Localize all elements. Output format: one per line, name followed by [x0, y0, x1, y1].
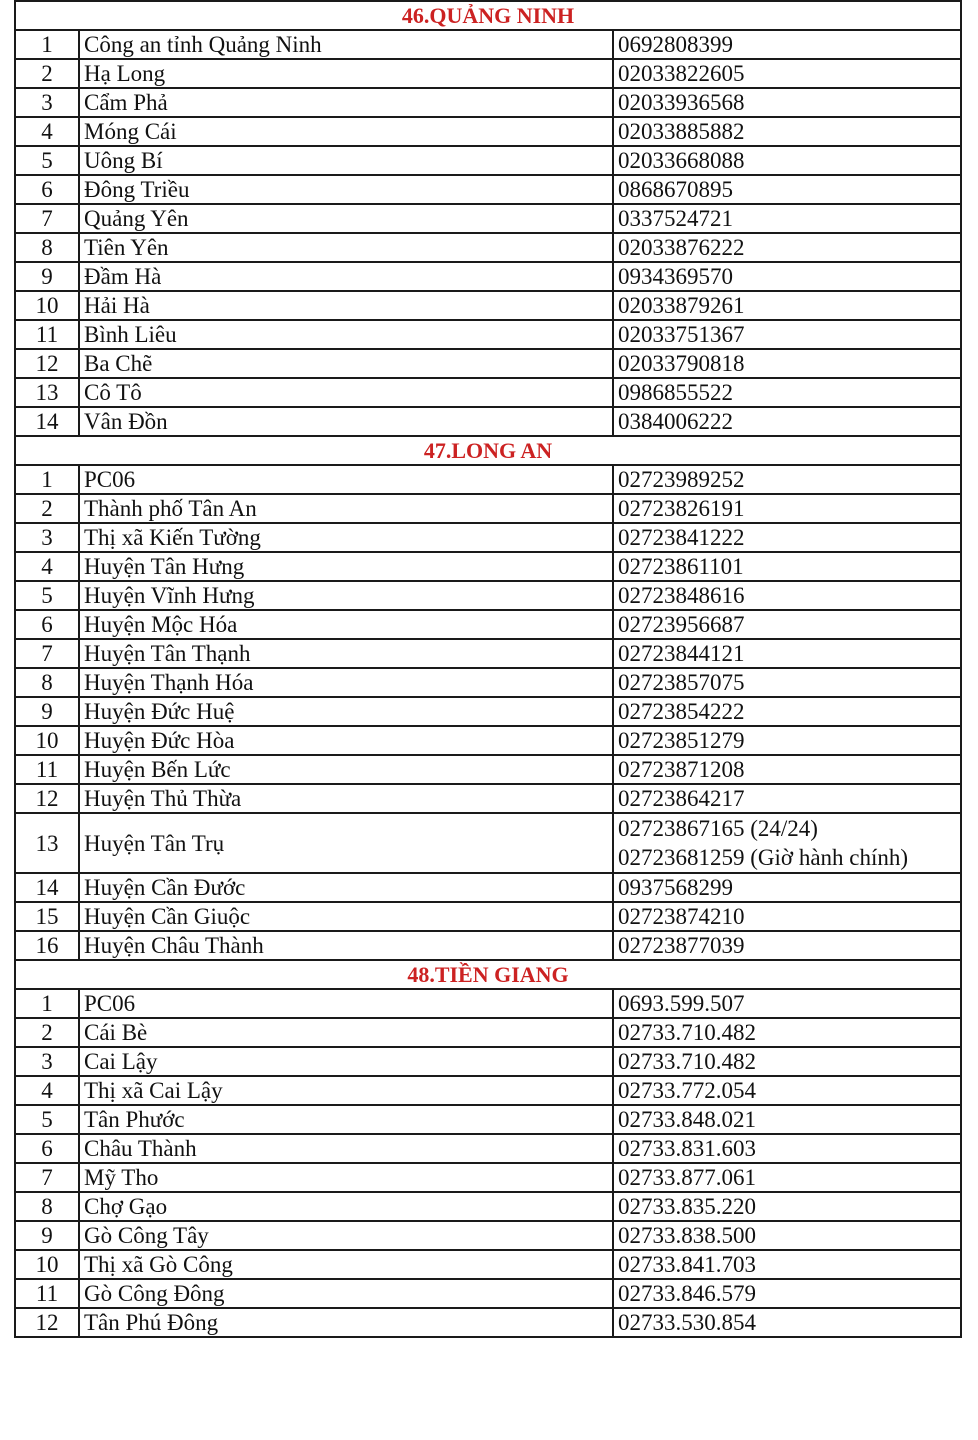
phone-number-cell [613, 873, 961, 902]
row-number: 10 [15, 1250, 79, 1279]
phone-number: 0934369570 [618, 264, 733, 289]
row-number: 11 [15, 1279, 79, 1308]
row-number: 10 [15, 726, 79, 755]
phone-number: 02033822605 [618, 61, 745, 86]
contact-table-wrapper [14, 0, 960, 1338]
table-row [15, 494, 961, 523]
row-number: 5 [15, 1105, 79, 1134]
unit-name: Huyện Mộc Hóa [79, 610, 613, 639]
phone-number-cell [613, 697, 961, 726]
unit-name: Huyện Vĩnh Hưng [79, 581, 613, 610]
unit-name: Hạ Long [79, 59, 613, 88]
phone-number: 02723956687 [618, 612, 745, 637]
phone-number-cell [613, 1076, 961, 1105]
row-number: 13 [15, 378, 79, 407]
phone-number-cell [613, 407, 961, 436]
unit-name: Huyện Tân Thạnh [79, 639, 613, 668]
unit-name: Huyện Tân Trụ [79, 813, 613, 873]
table-row [15, 233, 961, 262]
phone-number-cell [613, 639, 961, 668]
phone-number-cell [613, 233, 961, 262]
phone-number-cell [613, 175, 961, 204]
phone-number-cell [613, 1134, 961, 1163]
phone-number: 02033885882 [618, 119, 745, 144]
table-row [15, 407, 961, 436]
table-row [15, 320, 961, 349]
phone-number-cell [613, 931, 961, 960]
phone-number-cell [613, 1221, 961, 1250]
unit-name: Cẩm Phả [79, 88, 613, 117]
phone-number-cell [613, 1279, 961, 1308]
row-number: 7 [15, 1163, 79, 1192]
unit-name: PC06 [79, 989, 613, 1018]
section-title: 46.QUẢNG NINH [15, 1, 961, 30]
row-number: 3 [15, 523, 79, 552]
phone-number-cell [613, 726, 961, 755]
unit-name: Ba Chẽ [79, 349, 613, 378]
table-row [15, 1250, 961, 1279]
table-row [15, 175, 961, 204]
unit-name: Châu Thành [79, 1134, 613, 1163]
phone-number-cell [613, 581, 961, 610]
row-number: 12 [15, 784, 79, 813]
row-number: 7 [15, 204, 79, 233]
unit-name: Bình Liêu [79, 320, 613, 349]
unit-name: PC06 [79, 465, 613, 494]
phone-number-cell [613, 1250, 961, 1279]
row-number: 2 [15, 494, 79, 523]
phone-number: 02723857075 [618, 670, 745, 695]
phone-number: 02033936568 [618, 90, 745, 115]
table-row [15, 784, 961, 813]
unit-name: Tân Phước [79, 1105, 613, 1134]
phone-number: 02733.831.603 [618, 1136, 756, 1161]
row-number: 4 [15, 552, 79, 581]
unit-name: Chợ Gạo [79, 1192, 613, 1221]
table-row [15, 146, 961, 175]
unit-name: Huyện Bến Lức [79, 755, 613, 784]
phone-number: 02723864217 [618, 786, 745, 811]
unit-name: Huyện Châu Thành [79, 931, 613, 960]
row-number: 13 [15, 813, 79, 873]
table-row [15, 989, 961, 1018]
unit-name: Quảng Yên [79, 204, 613, 233]
phone-number: 02723844121 [618, 641, 745, 666]
unit-name: Huyện Tân Hưng [79, 552, 613, 581]
phone-number: 0337524721 [618, 206, 733, 231]
phone-number: 02733.710.482 [618, 1020, 756, 1045]
phone-number: 02723989252 [618, 467, 745, 492]
phone-number-cell [613, 1047, 961, 1076]
unit-name: Cô Tô [79, 378, 613, 407]
table-row [15, 1308, 961, 1337]
row-number: 8 [15, 233, 79, 262]
section-header-row [15, 436, 961, 465]
unit-name: Cái Bè [79, 1018, 613, 1047]
table-row [15, 1279, 961, 1308]
phone-number: 02723867165 (24/24) [618, 816, 818, 841]
unit-name: Uông Bí [79, 146, 613, 175]
unit-name: Huyện Cần Giuộc [79, 902, 613, 931]
phone-number: 02733.838.500 [618, 1223, 756, 1248]
table-row [15, 755, 961, 784]
phone-number: 02733.772.054 [618, 1078, 756, 1103]
row-number: 8 [15, 668, 79, 697]
phone-number: 0693.599.507 [618, 991, 745, 1016]
phone-number-cell [613, 1192, 961, 1221]
section-title: 47.LONG AN [15, 436, 961, 465]
phone-number: 02733.877.061 [618, 1165, 756, 1190]
table-row [15, 262, 961, 291]
table-row [15, 523, 961, 552]
phone-number: 02723871208 [618, 757, 745, 782]
phone-number-cell [613, 59, 961, 88]
phone-number: 02033751367 [618, 322, 745, 347]
table-row [15, 1076, 961, 1105]
table-row [15, 349, 961, 378]
table-row [15, 88, 961, 117]
phone-number-cell [613, 146, 961, 175]
unit-name: Tiên Yên [79, 233, 613, 262]
row-number: 7 [15, 639, 79, 668]
phone-number: 02723681259 (Giờ hành chính) [618, 845, 909, 870]
unit-name: Thành phố Tân An [79, 494, 613, 523]
table-row [15, 581, 961, 610]
unit-name: Tân Phú Đông [79, 1308, 613, 1337]
phone-number: 0692808399 [618, 32, 733, 57]
unit-name: Huyện Đức Huệ [79, 697, 613, 726]
phone-number-cell [613, 1018, 961, 1047]
phone-number-cell [613, 204, 961, 233]
phone-number-cell [613, 668, 961, 697]
phone-number-cell [613, 349, 961, 378]
phone-number: 02733.530.854 [618, 1310, 756, 1335]
table-row [15, 697, 961, 726]
phone-number-cell [613, 494, 961, 523]
phone-number: 02723854222 [618, 699, 745, 724]
phone-number-cell [613, 320, 961, 349]
phone-number: 02033876222 [618, 235, 745, 260]
phone-number: 0868670895 [618, 177, 733, 202]
row-number: 10 [15, 291, 79, 320]
unit-name: Thị xã Cai Lậy [79, 1076, 613, 1105]
row-number: 6 [15, 610, 79, 639]
phone-number: 02723848616 [618, 583, 745, 608]
phone-number: 0384006222 [618, 409, 733, 434]
row-number: 11 [15, 755, 79, 784]
phone-number: 02033879261 [618, 293, 745, 318]
table-row [15, 726, 961, 755]
phone-number-cell [613, 117, 961, 146]
section-header-row [15, 960, 961, 989]
row-number: 6 [15, 1134, 79, 1163]
phone-number-cell [613, 1308, 961, 1337]
table-row [15, 1018, 961, 1047]
row-number: 1 [15, 989, 79, 1018]
unit-name: Thị xã Kiến Tường [79, 523, 613, 552]
row-number: 14 [15, 407, 79, 436]
unit-name: Huyện Cần Đước [79, 873, 613, 902]
section-title: 48.TIỀN GIANG [15, 960, 961, 989]
unit-name: Cai Lậy [79, 1047, 613, 1076]
table-body [15, 1, 961, 1337]
phone-number-cell [613, 610, 961, 639]
row-number: 9 [15, 1221, 79, 1250]
phone-number: 02723877039 [618, 933, 745, 958]
table-row [15, 1163, 961, 1192]
row-number: 12 [15, 349, 79, 378]
section-header-row [15, 1, 961, 30]
phone-number: 02723874210 [618, 904, 745, 929]
phone-number-cell [613, 813, 961, 873]
phone-number: 02033668088 [618, 148, 745, 173]
row-number: 8 [15, 1192, 79, 1221]
phone-number: 02733.846.579 [618, 1281, 756, 1306]
phone-number-cell [613, 88, 961, 117]
row-number: 2 [15, 1018, 79, 1047]
unit-name: Thị xã Gò Công [79, 1250, 613, 1279]
row-number: 9 [15, 262, 79, 291]
unit-name: Gò Công Tây [79, 1221, 613, 1250]
table-row [15, 1134, 961, 1163]
phone-number: 02723851279 [618, 728, 745, 753]
row-number: 1 [15, 465, 79, 494]
table-row [15, 668, 961, 697]
table-row [15, 639, 961, 668]
unit-name: Huyện Thủ Thừa [79, 784, 613, 813]
unit-name: Gò Công Đông [79, 1279, 613, 1308]
table-row [15, 873, 961, 902]
row-number: 14 [15, 873, 79, 902]
table-row [15, 117, 961, 146]
phone-number: 02733.841.703 [618, 1252, 756, 1277]
police-contact-table [14, 0, 962, 1338]
phone-number: 02723826191 [618, 496, 745, 521]
table-row [15, 1047, 961, 1076]
row-number: 5 [15, 146, 79, 175]
phone-number-cell [613, 291, 961, 320]
phone-number-cell [613, 262, 961, 291]
row-number: 6 [15, 175, 79, 204]
row-number: 3 [15, 1047, 79, 1076]
row-number: 9 [15, 697, 79, 726]
table-row [15, 931, 961, 960]
unit-name: Hải Hà [79, 291, 613, 320]
table-row [15, 1192, 961, 1221]
phone-number-cell [613, 902, 961, 931]
table-row [15, 813, 961, 873]
table-row [15, 378, 961, 407]
row-number: 4 [15, 1076, 79, 1105]
phone-number: 02733.710.482 [618, 1049, 756, 1074]
row-number: 4 [15, 117, 79, 146]
phone-number: 02733.835.220 [618, 1194, 756, 1219]
unit-name: Huyện Thạnh Hóa [79, 668, 613, 697]
phone-number: 0986855522 [618, 380, 733, 405]
row-number: 3 [15, 88, 79, 117]
table-row [15, 465, 961, 494]
row-number: 11 [15, 320, 79, 349]
phone-number-cell [613, 1163, 961, 1192]
unit-name: Móng Cái [79, 117, 613, 146]
table-row [15, 902, 961, 931]
row-number: 15 [15, 902, 79, 931]
table-row [15, 552, 961, 581]
phone-number: 02723841222 [618, 525, 745, 550]
unit-name: Đầm Hà [79, 262, 613, 291]
row-number: 5 [15, 581, 79, 610]
phone-number-cell [613, 1105, 961, 1134]
table-row [15, 291, 961, 320]
phone-number-cell [613, 552, 961, 581]
table-row [15, 30, 961, 59]
table-row [15, 610, 961, 639]
phone-number: 02723861101 [618, 554, 744, 579]
phone-number: 02033790818 [618, 351, 745, 376]
row-number: 16 [15, 931, 79, 960]
unit-name: Công an tỉnh Quảng Ninh [79, 30, 613, 59]
table-row [15, 1221, 961, 1250]
unit-name: Vân Đồn [79, 407, 613, 436]
unit-name: Huyện Đức Hòa [79, 726, 613, 755]
phone-number: 0937568299 [618, 875, 733, 900]
phone-number-cell [613, 523, 961, 552]
phone-number: 02733.848.021 [618, 1107, 756, 1132]
table-row [15, 1105, 961, 1134]
row-number: 12 [15, 1308, 79, 1337]
table-row [15, 59, 961, 88]
unit-name: Mỹ Tho [79, 1163, 613, 1192]
phone-number-cell [613, 465, 961, 494]
row-number: 1 [15, 30, 79, 59]
table-row [15, 204, 961, 233]
phone-number-cell [613, 989, 961, 1018]
row-number: 2 [15, 59, 79, 88]
phone-number-cell [613, 378, 961, 407]
phone-number-cell [613, 30, 961, 59]
unit-name: Đông Triều [79, 175, 613, 204]
phone-number-cell [613, 784, 961, 813]
phone-number-cell [613, 755, 961, 784]
